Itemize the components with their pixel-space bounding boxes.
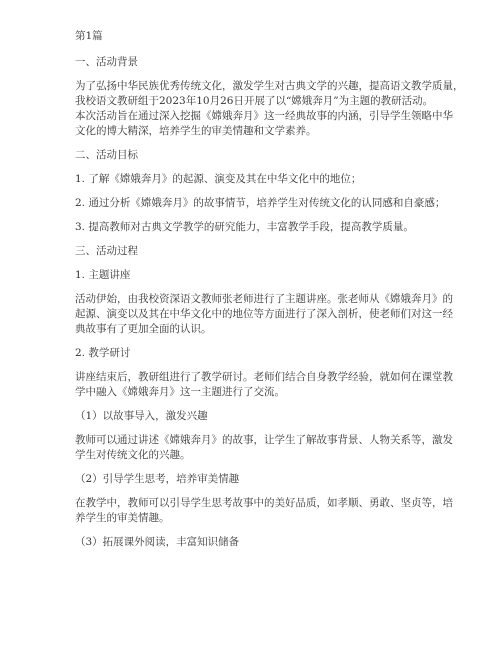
process-sub-1-title: （1）以故事导入，激发兴趣	[75, 410, 208, 422]
process-step-1-title: 1. 主题讲座	[75, 269, 131, 281]
text-line: 为了弘扬中华民族优秀传统文化，激发学生对古典文学的兴趣，提高语文教学质量，	[75, 80, 464, 92]
text-line: 教师可以通过讲述《嫦娥奔月》的故事，让学生了解故事背景、人物关系等，激发	[75, 434, 453, 446]
text-line: 起源、演变以及其在中华文化中的地位等方面进行了深入剖析，使老师们对这一经	[75, 308, 453, 320]
process-sub-2-title: （2）引导学生思考，培养审美情趣	[75, 473, 240, 485]
text-line: 在教学中，教师可以引导学生思考故事中的美好品质，如孝顺、勇敢、坚贞等，培	[75, 497, 453, 509]
process-sub-1-paragraph	[75, 433, 453, 463]
goal-item-2: 2. 通过分析《嫦娥奔月》的故事情节，培养学生对传统文化的认同感和自豪感；	[75, 197, 446, 209]
text-line: 学生对传统文化的兴趣。	[75, 449, 191, 461]
page-label: 第1篇	[75, 30, 103, 42]
process-step-2-paragraph	[75, 370, 453, 400]
text-line: 养学生的审美情趣。	[75, 512, 170, 524]
text-line: 本次活动旨在通过深入挖掘《嫦娥奔月》这一经典故事的内涵，引导学生领略中华	[75, 110, 453, 122]
section-heading-goals: 二、活动目标	[75, 149, 138, 161]
text-line: 文化的博大精深，培养学生的审美情趣和文学素养。	[75, 125, 317, 137]
process-sub-2-paragraph	[75, 496, 453, 526]
background-paragraph	[75, 79, 464, 139]
process-step-1-paragraph	[75, 292, 453, 337]
text-line: 活动伊始，由我校资深语文教师张老师进行了主题讲座。张老师从《嫦娥奔月》的	[75, 293, 453, 305]
goal-item-3: 3. 提高教师对古典文学教学的研究能力，丰富教学手段，提高教学质量。	[75, 221, 414, 233]
text-line: 学中融入《嫦娥奔月》这一主题进行了交流。	[75, 386, 285, 398]
process-step-2-title: 2. 教学研讨	[75, 347, 131, 359]
goal-item-1: 1. 了解《嫦娥奔月》的起源、演变及其在中华文化中的地位；	[75, 173, 362, 185]
text-line: 讲座结束后，教研组进行了教学研讨。老师们结合自身教学经验，就如何在课堂教	[75, 371, 453, 383]
section-heading-background: 一、活动背景	[75, 56, 138, 68]
section-heading-process: 三、活动过程	[75, 245, 138, 257]
text-line: 典故事有了更加全面的认识。	[75, 323, 212, 335]
text-line: 我校语文教研组于2023年10月26日开展了以“嫦娥奔月”为主题的教研活动。	[75, 95, 434, 107]
process-sub-3-title: （3）拓展课外阅读，丰富知识储备	[75, 536, 240, 548]
